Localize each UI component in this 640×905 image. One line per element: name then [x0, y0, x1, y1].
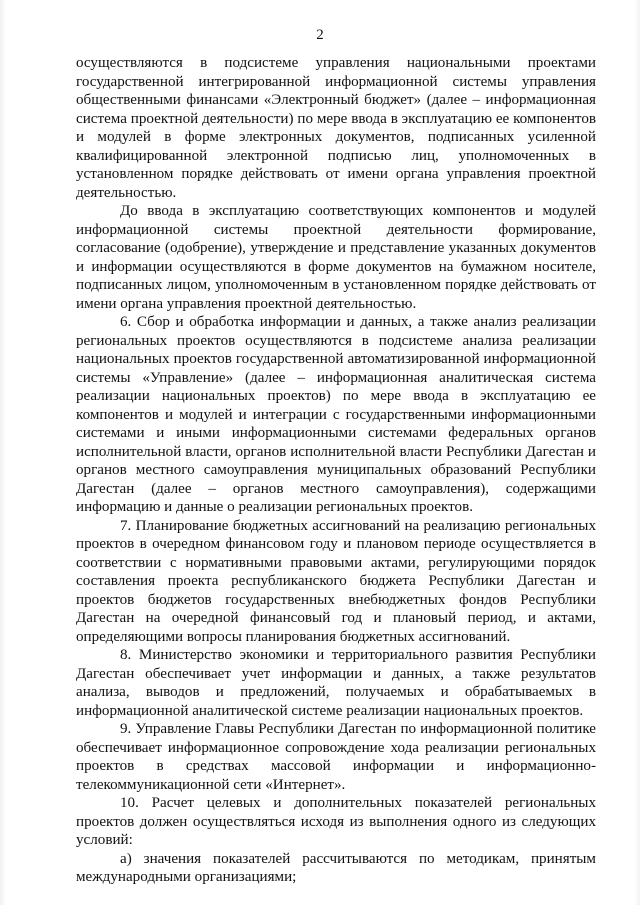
paragraph-item-10a: а) значения показателей рассчитываются по методикам, принятым международными организациями;	[76, 850, 596, 885]
page-number: 2	[316, 27, 324, 43]
paragraph-continuation: осуществляются в подсистеме управления национальными проектами государственной интегрированной информационной системы управления общественными финансами «Электронный бюджет» (далее – информационная система проектной деятельности) по мере ввода в эксплуатацию ее компонентов и модулей в форме электронных документов, подписанных усиленной квалифицированной электронной подписью лиц, уполномоченных в установленном порядке действовать от имени органа управления проектной деятельностью.	[76, 55, 596, 201]
document-body	[76, 54, 596, 887]
paragraph-item-7: 7. Планирование бюджетных ассигнований на реализацию региональных проектов в очередном финансовом году и плановом периоде осуществляется в соответствии с нормативными правовыми актами, регулирующими порядок составления проекта республиканского бюджета Республики Дагестан и проектов бюджетов государственных внебюджетных фондов Республики Дагестан на очередной финансовый год и плановый период, и актами, определяющими вопросы планирования бюджетных ассигнований.	[76, 517, 596, 645]
scan-shadow-left	[0, 0, 6, 905]
paragraph-item-10: 10. Расчет целевых и дополнительных показателей региональных проектов должен осуществляться исходя из выполнения одного из следующих условий:	[76, 795, 596, 848]
paragraph-item-9: 9. Управление Главы Республики Дагестан по информационной политике обеспечивает информационное сопровождение хода реализации региональных проектов в средствах массовой информации и информационно-телекоммуникационной сети «Интернет».	[76, 721, 596, 793]
paragraph-item-8: 8. Министерство экономики и территориального развития Республики Дагестан обеспечивает учет информации и данных, а также результатов анализа, выводов и предложений, получаемых и обрабатываемых в информационной аналитической системе реализации национальных проектов.	[76, 647, 596, 719]
scan-shadow-right	[634, 0, 640, 905]
paragraph-item-6: 6. Сбор и обработка информации и данных, а также анализ реализации региональных проектов осуществляются в подсистеме анализа реализации национальных проектов государственной автоматизированной информационной системы «Управление» (далее – информационная аналитическая система реализации национальных проектов) по мере ввода в эксплуатацию ее компонентов и модулей и интеграции с государственными информационными системами и иными информационными системами федеральных органов исполнительной власти, органов исполнительной власти Республики Дагестан и органов местного самоуправления муниципальных образований Республики Дагестан (далее – органов местного самоуправления), содержащими информацию и данные о реализации региональных проектов.	[76, 314, 596, 515]
paragraph-before-commissioning: До ввода в эксплуатацию соответствующих компонентов и модулей информационной системы проектной деятельности формирование, согласование (одобрение), утверждение и представление указанных документов и информации осуществляются в форме документов на бумажном носителе, подписанных лицом, уполномоченным в установленном порядке действовать от имени органа управления проектной деятельностью.	[76, 203, 596, 312]
